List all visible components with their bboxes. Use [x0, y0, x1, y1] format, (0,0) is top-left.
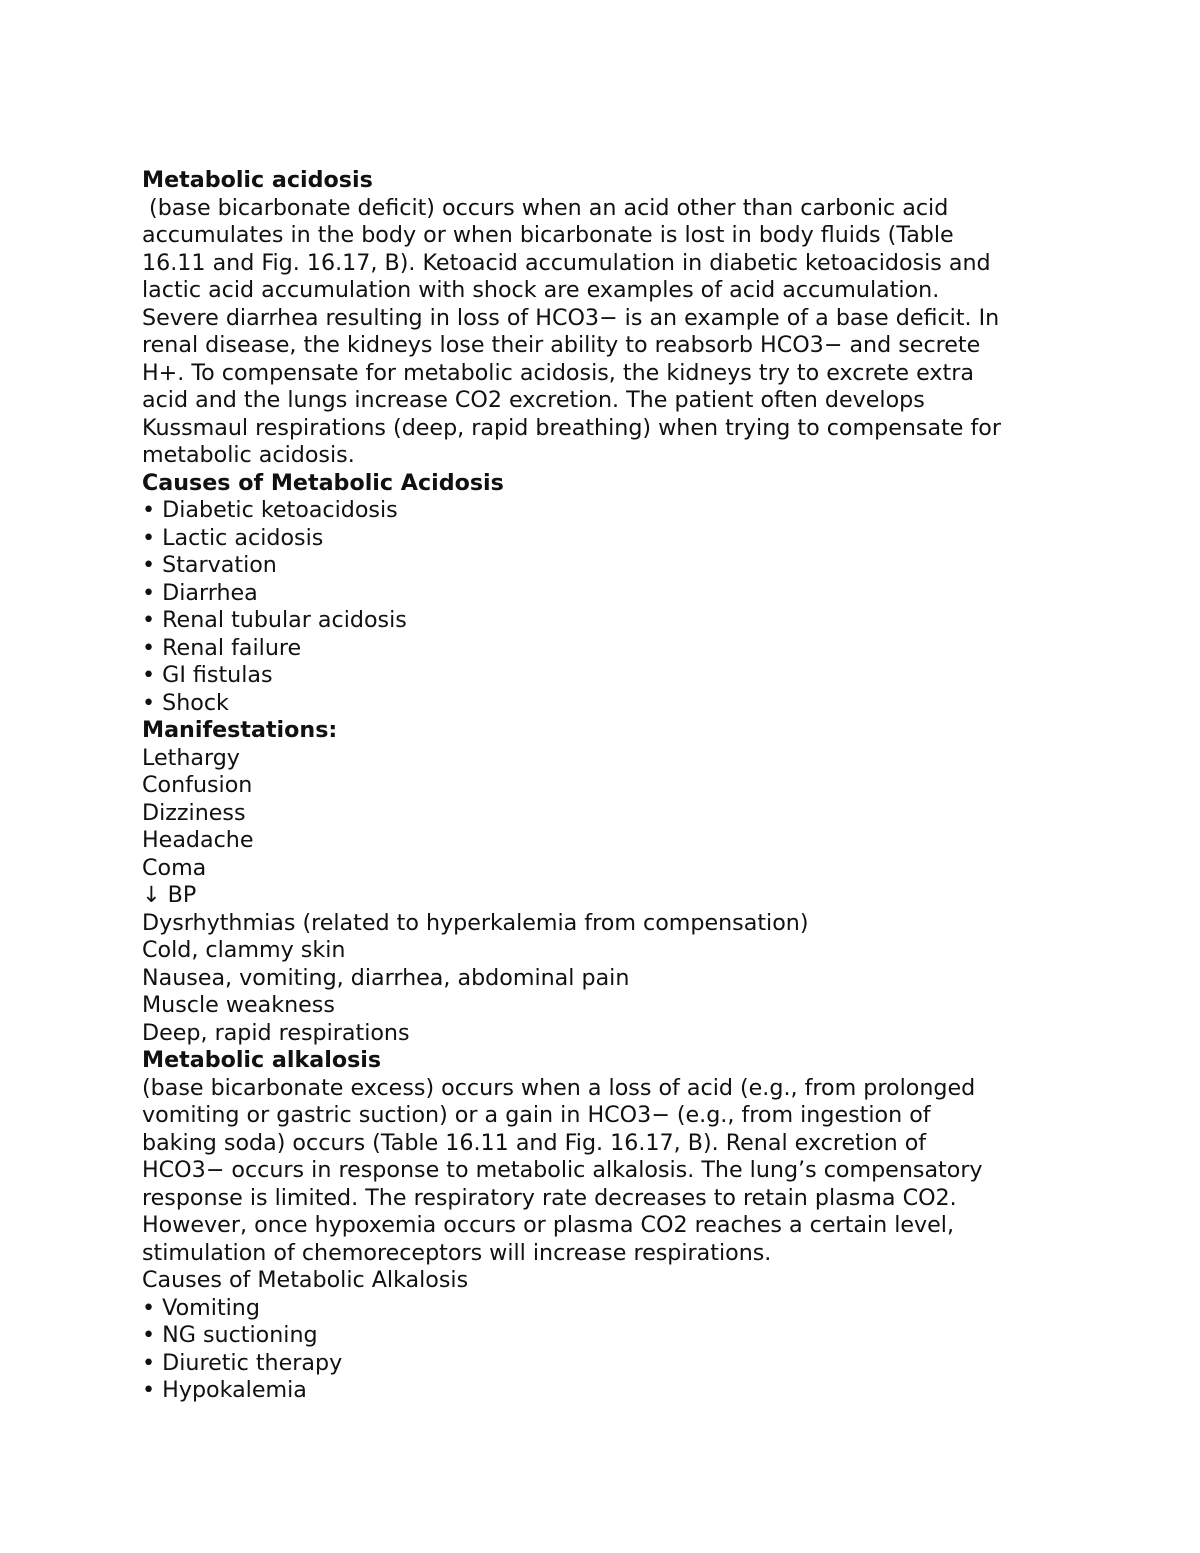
causes-acidosis-list [142, 497, 1072, 717]
heading-causes-of-metabolic-acidosis: Causes of Metabolic Acidosis [142, 469, 504, 496]
list-item: • Vomiting [142, 1294, 260, 1321]
paragraph-line: (base bicarbonate excess) occurs when a loss of acid (e.g., from prolonged [142, 1074, 976, 1101]
list-item: Lethargy [142, 744, 240, 771]
list-item: • Starvation [142, 552, 277, 578]
list-item: • Diarrhea [142, 579, 258, 606]
heading-metabolic-acidosis: Metabolic acidosis [142, 167, 373, 193]
list-item: • Renal tubular acidosis [142, 607, 407, 633]
list-item: • Renal failure [142, 634, 302, 661]
list-item: Dysrhythmias (related to hyperkalemia from compensation) [142, 909, 809, 936]
list-item: • Hypokalemia [142, 1377, 307, 1403]
list-item: • Lactic acidosis [142, 524, 324, 551]
list-item: • Diabetic ketoacidosis [142, 497, 398, 523]
heading-metabolic-alkalosis: Metabolic alkalosis [142, 1047, 382, 1073]
paragraph-line: vomiting or gastric suction) or a gain in HCO3− (e.g., from ingestion of [142, 1102, 931, 1128]
list-item: Deep, rapid respirations [142, 1019, 410, 1046]
list-item: Cold, clammy skin [142, 937, 346, 963]
list-item: • Shock [142, 689, 229, 716]
paragraph-line: However, once hypoxemia occurs or plasma CO2 reaches a certain level, [142, 1212, 955, 1238]
paragraph-line: stimulation of chemoreceptors will increase respirations. [142, 1239, 772, 1266]
paragraph-line: HCO3− occurs in response to metabolic alkalosis. The lung’s compensatory [142, 1157, 983, 1183]
paragraph-line: accumulates in the body or when bicarbonate is lost in body fluids (Table [142, 222, 954, 248]
paragraph-line: acid and the lungs increase CO2 excretion. The patient often develops [142, 387, 925, 413]
list-item: Nausea, vomiting, diarrhea, abdominal pain [142, 964, 630, 991]
list-item: Coma [142, 854, 207, 881]
list-item: • GI fistulas [142, 662, 273, 688]
heading-manifestations: Manifestations: [142, 717, 338, 743]
paragraph-line: 16.11 and Fig. 16.17, B). Ketoacid accumulation in diabetic ketoacidosis and [142, 249, 991, 276]
heading-causes-of-metabolic-alkalosis: Causes of Metabolic Alkalosis [142, 1267, 469, 1293]
list-item: Headache [142, 827, 254, 853]
paragraph-line: lactic acid accumulation with shock are examples of acid accumulation. [142, 277, 940, 303]
list-item: Confusion [142, 772, 253, 798]
paragraph-line: metabolic acidosis. [142, 442, 355, 468]
paragraph-line: renal disease, the kidneys lose their ability to reabsorb HCO3− and secrete [142, 332, 981, 358]
paragraph-line: response is limited. The respiratory rate decreases to retain plasma CO2. [142, 1184, 957, 1211]
document-page [142, 167, 1072, 1405]
alkalosis-paragraph [142, 1075, 1072, 1268]
paragraph-line: (base bicarbonate deficit) occurs when an acid other than carbonic acid [142, 194, 949, 221]
manifestations-list [142, 745, 1072, 1048]
list-item: • NG suctioning [142, 1322, 318, 1348]
list-item: Dizziness [142, 799, 246, 826]
list-item: • Diuretic therapy [142, 1349, 343, 1376]
paragraph-line: Kussmaul respirations (deep, rapid breathing) when trying to compensate for [142, 414, 1001, 441]
list-item: ↓ BP [142, 882, 197, 908]
paragraph-line: H+. To compensate for metabolic acidosis, the kidneys try to excrete extra [142, 359, 974, 386]
causes-alkalosis-list [142, 1295, 1072, 1405]
paragraph-line: baking soda) occurs (Table 16.11 and Fig. 16.17, B). Renal excretion of [142, 1129, 927, 1156]
acidosis-paragraph [142, 195, 1072, 470]
paragraph-line: Severe diarrhea resulting in loss of HCO3− is an example of a base deficit. In [142, 304, 1000, 331]
list-item: Muscle weakness [142, 992, 335, 1018]
